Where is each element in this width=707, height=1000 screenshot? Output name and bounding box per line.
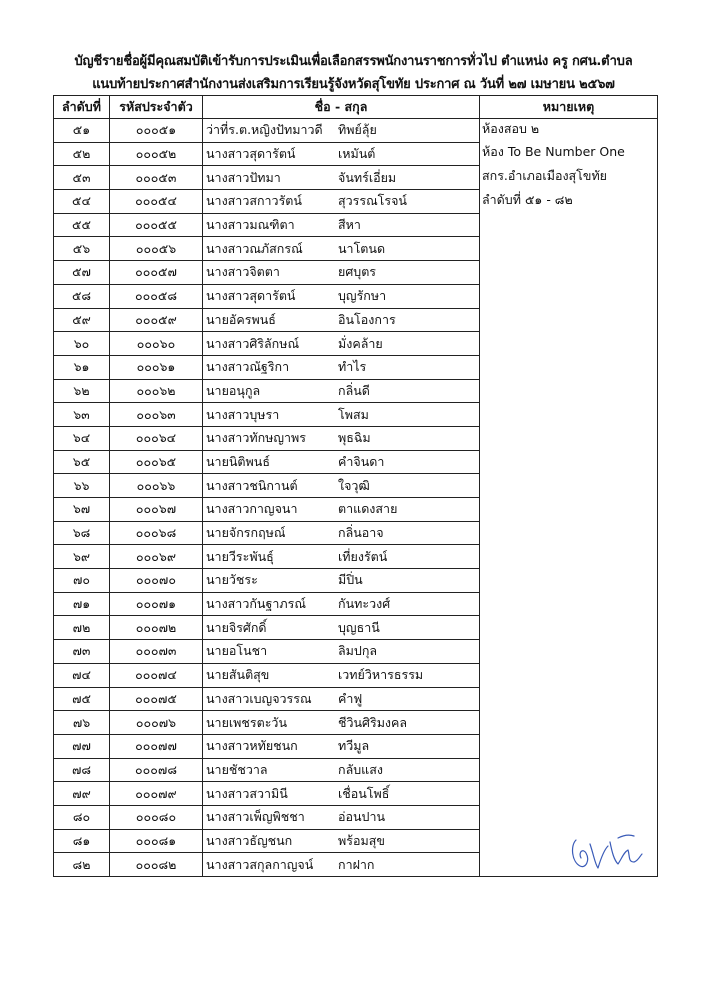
row-full-name — [203, 403, 480, 427]
row-id-code: ๐๐๐๖๕ — [110, 450, 203, 474]
row-remark — [480, 284, 658, 308]
row-id-code: ๐๐๐๗๙ — [110, 782, 203, 806]
row-first-name: นายชัชวาล — [206, 761, 268, 777]
row-first-name: นายอโนชา — [206, 643, 268, 659]
table-row — [54, 805, 658, 829]
row-last-name: กันทะวงศ์ — [338, 596, 391, 612]
row-first-name: นางสาวทักษญาพร — [206, 430, 307, 446]
row-first-name: นางสาวสกาวรัตน์ — [206, 193, 302, 209]
row-remark — [480, 640, 658, 664]
row-id-code: ๐๐๐๕๗ — [110, 261, 203, 285]
row-last-name: โพสม — [338, 406, 369, 422]
row-remark — [480, 403, 658, 427]
row-id-code: ๐๐๐๖๖ — [110, 474, 203, 498]
row-full-name — [203, 379, 480, 403]
row-full-name — [203, 711, 480, 735]
row-remark — [480, 332, 658, 356]
document-subtitle: แนบท้ายประกาศสำนักงานส่งเสริมการเรียนรู้จังหวัดสุโขทัย ประกาศ ณ วันที่ ๒๗ เมษายน ๒๕๖๗ — [92, 77, 615, 92]
table-row — [54, 142, 658, 166]
row-first-name: นายวีระพันธุ์ — [206, 548, 274, 564]
table-row — [54, 119, 658, 143]
row-full-name — [203, 687, 480, 711]
row-last-name: กลิ่นดี — [338, 382, 370, 398]
row-last-name: ยศบุตร — [338, 264, 377, 280]
row-id-code: ๐๐๐๖๔ — [110, 426, 203, 450]
row-first-name: นางสาวกาญจนา — [206, 501, 298, 517]
row-order-number: ๗๗ — [54, 734, 110, 758]
row-remark — [480, 734, 658, 758]
row-remark — [480, 308, 658, 332]
row-remark — [480, 569, 658, 593]
column-header-name: ชื่อ - สกุล — [203, 96, 480, 119]
row-last-name: บุญรักษา — [338, 288, 387, 304]
row-order-number: ๖๐ — [54, 332, 110, 356]
row-first-name: นายเพชรตะวัน — [206, 714, 287, 730]
row-order-number: ๖๔ — [54, 426, 110, 450]
row-last-name: ลิมปกุล — [338, 643, 378, 659]
row-remark — [480, 545, 658, 569]
row-id-code: ๐๐๐๗๔ — [110, 663, 203, 687]
row-full-name — [203, 758, 480, 782]
row-remark — [480, 521, 658, 545]
table-row — [54, 379, 658, 403]
table-row — [54, 545, 658, 569]
row-last-name: อินโองการ — [338, 311, 396, 327]
row-full-name — [203, 237, 480, 261]
table-row — [54, 687, 658, 711]
row-remark: สกร.อำเภอเมืองสุโขทัย — [480, 166, 658, 190]
row-remark — [480, 663, 658, 687]
row-first-name: นายสันติสุข — [206, 667, 270, 683]
row-order-number: ๗๕ — [54, 687, 110, 711]
table-row — [54, 237, 658, 261]
row-remark — [480, 782, 658, 806]
row-id-code: ๐๐๐๕๖ — [110, 237, 203, 261]
row-remark — [480, 450, 658, 474]
table-row — [54, 521, 658, 545]
row-first-name: นางสาวเบญจวรรณ — [206, 690, 312, 706]
row-first-name: นางสาวจิตตา — [206, 264, 280, 280]
table-row — [54, 853, 658, 877]
row-order-number: ๕๖ — [54, 237, 110, 261]
row-id-code: ๐๐๐๕๕ — [110, 213, 203, 237]
row-full-name — [203, 261, 480, 285]
row-order-number: ๖๑ — [54, 355, 110, 379]
row-remark: ห้อง To Be Number One — [480, 142, 658, 166]
row-full-name — [203, 616, 480, 640]
row-order-number: ๖๘ — [54, 521, 110, 545]
table-row — [54, 403, 658, 427]
row-remark — [480, 379, 658, 403]
row-first-name: นางสาวณภัสกรณ์ — [206, 240, 303, 256]
row-order-number: ๕๗ — [54, 261, 110, 285]
row-full-name — [203, 474, 480, 498]
table-row — [54, 616, 658, 640]
row-last-name: จันทร์เอี่ยม — [338, 169, 397, 185]
row-order-number: ๗๘ — [54, 758, 110, 782]
row-remark: ห้องสอบ ๒ — [480, 119, 658, 143]
row-id-code: ๐๐๐๕๓ — [110, 166, 203, 190]
row-first-name: นางสาวกันฐาภรณ์ — [206, 596, 306, 612]
row-first-name: นายอัครพนธ์ — [206, 311, 276, 327]
row-last-name: นาโตนด — [338, 240, 386, 256]
row-id-code: ๐๐๐๗๖ — [110, 711, 203, 735]
row-id-code: ๐๐๐๖๙ — [110, 545, 203, 569]
row-order-number: ๘๒ — [54, 853, 110, 877]
row-first-name: นางสาวหทัยชนก — [206, 738, 298, 754]
row-order-number: ๖๒ — [54, 379, 110, 403]
row-last-name: เที่ยงรัตน์ — [338, 548, 388, 564]
row-full-name — [203, 332, 480, 356]
row-order-number: ๖๓ — [54, 403, 110, 427]
row-order-number: ๕๒ — [54, 142, 110, 166]
column-header-id: รหัสประจำตัว — [110, 96, 203, 119]
row-id-code: ๐๐๐๘๒ — [110, 853, 203, 877]
row-id-code: ๐๐๐๗๕ — [110, 687, 203, 711]
row-last-name: กลับแสง — [338, 761, 383, 777]
row-first-name: นายจิรศักดิ์ — [206, 619, 267, 635]
row-order-number: ๗๖ — [54, 711, 110, 735]
row-order-number: ๗๔ — [54, 663, 110, 687]
table-row — [54, 758, 658, 782]
row-remark — [480, 237, 658, 261]
row-last-name: กลิ่นอาจ — [338, 525, 384, 541]
row-full-name — [203, 782, 480, 806]
row-last-name: ทิพย์ลุ้ย — [338, 122, 377, 138]
row-last-name: บุญธานี — [338, 619, 380, 635]
row-last-name: พุธฉิม — [338, 430, 371, 446]
row-remark — [480, 616, 658, 640]
row-remark — [480, 261, 658, 285]
row-id-code: ๐๐๐๗๑ — [110, 592, 203, 616]
row-last-name: คำจินดา — [338, 453, 385, 469]
row-first-name: นายอนุกูล — [206, 382, 261, 398]
row-id-code: ๐๐๐๕๒ — [110, 142, 203, 166]
row-id-code: ๐๐๐๘๑ — [110, 829, 203, 853]
row-remark — [480, 805, 658, 829]
row-full-name — [203, 498, 480, 522]
row-order-number: ๕๔ — [54, 190, 110, 214]
row-last-name: เหมันต์ — [338, 146, 376, 162]
row-first-name: นายวัชระ — [206, 572, 258, 588]
row-full-name — [203, 308, 480, 332]
row-remark: ลำดับที่ ๕๑ - ๘๒ — [480, 190, 658, 214]
row-id-code: ๐๐๐๖๑ — [110, 355, 203, 379]
row-order-number: ๗๒ — [54, 616, 110, 640]
row-order-number: ๖๗ — [54, 498, 110, 522]
row-id-code: ๐๐๐๕๔ — [110, 190, 203, 214]
row-full-name — [203, 426, 480, 450]
column-header-remark: หมายเหตุ — [480, 96, 658, 119]
row-id-code: ๐๐๐๕๘ — [110, 284, 203, 308]
row-first-name: นางสาวปัทมา — [206, 169, 281, 185]
row-first-name: นางสาวมณฑิตา — [206, 217, 295, 233]
table-row — [54, 261, 658, 285]
table-row — [54, 332, 658, 356]
row-id-code: ๐๐๐๗๓ — [110, 640, 203, 664]
table-row — [54, 284, 658, 308]
row-id-code: ๐๐๐๗๗ — [110, 734, 203, 758]
row-full-name — [203, 142, 480, 166]
row-full-name — [203, 166, 480, 190]
row-last-name: ชีวินศิริมงคล — [338, 714, 408, 730]
table-row — [54, 355, 658, 379]
row-id-code: ๐๐๐๗๘ — [110, 758, 203, 782]
row-last-name: มีปิ่น — [338, 572, 363, 588]
row-remark — [480, 687, 658, 711]
row-order-number: ๘๑ — [54, 829, 110, 853]
row-order-number: ๕๘ — [54, 284, 110, 308]
table-row — [54, 308, 658, 332]
row-full-name — [203, 853, 480, 877]
row-full-name — [203, 119, 480, 143]
row-first-name: นางสาวศิริลักษณ์ — [206, 335, 300, 351]
row-last-name: สุวรรณโรจน์ — [338, 193, 407, 209]
row-first-name: นางสาวสกุลกาญจน์ — [206, 856, 314, 872]
row-full-name — [203, 592, 480, 616]
row-full-name — [203, 663, 480, 687]
table-row — [54, 711, 658, 735]
row-id-code: ๐๐๐๕๙ — [110, 308, 203, 332]
row-order-number: ๖๙ — [54, 545, 110, 569]
row-first-name: นางสาวบุษรา — [206, 406, 280, 422]
row-last-name: คำฟู — [338, 690, 363, 706]
row-full-name — [203, 213, 480, 237]
table-row — [54, 734, 658, 758]
row-order-number: ๗๓ — [54, 640, 110, 664]
table-row — [54, 782, 658, 806]
row-last-name: ทำไร — [338, 359, 367, 375]
table-row — [54, 592, 658, 616]
table-row — [54, 213, 658, 237]
row-full-name — [203, 805, 480, 829]
row-full-name — [203, 521, 480, 545]
row-remark — [480, 426, 658, 450]
table-row — [54, 498, 658, 522]
row-order-number: ๗๑ — [54, 592, 110, 616]
row-first-name: นางสาวสวามินี — [206, 785, 288, 801]
column-header-order: ลำดับที่ — [54, 96, 110, 119]
row-order-number: ๕๕ — [54, 213, 110, 237]
row-first-name: นางสาวณัฐริกา — [206, 359, 290, 375]
row-full-name — [203, 640, 480, 664]
row-remark — [480, 711, 658, 735]
table-row — [54, 426, 658, 450]
row-first-name: นางสาวสุดารัตน์ — [206, 146, 296, 162]
row-order-number: ๖๖ — [54, 474, 110, 498]
table-row — [54, 474, 658, 498]
row-first-name: นางสาวสุดารัตน์ — [206, 288, 296, 304]
row-last-name: ตาแดงสาย — [338, 501, 398, 517]
row-first-name: นายนิติพนธ์ — [206, 453, 270, 469]
row-id-code: ๐๐๐๖๗ — [110, 498, 203, 522]
row-full-name — [203, 829, 480, 853]
row-order-number: ๖๕ — [54, 450, 110, 474]
table-row — [54, 569, 658, 593]
row-id-code: ๐๐๐๕๑ — [110, 119, 203, 143]
table-header-row — [54, 96, 658, 119]
row-remark — [480, 213, 658, 237]
row-id-code: ๐๐๐๖๘ — [110, 521, 203, 545]
signature — [568, 828, 648, 873]
row-remark — [480, 758, 658, 782]
row-order-number: ๕๑ — [54, 119, 110, 143]
row-id-code: ๐๐๐๗๐ — [110, 569, 203, 593]
row-full-name — [203, 450, 480, 474]
document-title: บัญชีรายชื่อผู้มีคุณสมบัติเข้ารับการประเมินเพื่อเลือกสรรพนักงานราชการทั่วไป ตำแหน่ง ครู กศน.ตำบล — [74, 54, 633, 69]
row-last-name: เวทย์วิหารธรรม — [338, 667, 424, 683]
row-last-name: เชื่อนโพธิ์ — [338, 785, 390, 801]
row-order-number: ๗๐ — [54, 569, 110, 593]
row-id-code: ๐๐๐๘๐ — [110, 805, 203, 829]
row-last-name: อ่อนปาน — [338, 809, 386, 825]
row-order-number: ๕๙ — [54, 308, 110, 332]
row-full-name — [203, 569, 480, 593]
row-first-name: นายจักรกฤษณ์ — [206, 525, 286, 541]
table-row — [54, 640, 658, 664]
row-id-code: ๐๐๐๗๒ — [110, 616, 203, 640]
table-row — [54, 663, 658, 687]
row-full-name — [203, 190, 480, 214]
row-last-name: ทวีมูล — [338, 738, 370, 754]
row-order-number: ๗๙ — [54, 782, 110, 806]
row-last-name: สีหา — [338, 217, 361, 233]
row-id-code: ๐๐๐๖๓ — [110, 403, 203, 427]
row-remark — [480, 498, 658, 522]
row-full-name — [203, 545, 480, 569]
row-full-name — [203, 355, 480, 379]
row-order-number: ๘๐ — [54, 805, 110, 829]
row-id-code: ๐๐๐๖๐ — [110, 332, 203, 356]
row-last-name: กาฝาก — [338, 856, 375, 872]
row-last-name: ใจวุฒิ — [338, 477, 370, 493]
row-full-name — [203, 734, 480, 758]
applicant-table — [53, 95, 658, 877]
row-last-name: พร้อมสุข — [338, 832, 385, 848]
row-remark — [480, 474, 658, 498]
table-row — [54, 166, 658, 190]
table-row — [54, 829, 658, 853]
row-first-name: ว่าที่ร.ต.หญิงปัทมาวดี — [206, 122, 323, 138]
row-full-name — [203, 284, 480, 308]
row-order-number: ๕๓ — [54, 166, 110, 190]
row-first-name: นางสาวเพ็ญพิชชา — [206, 809, 305, 825]
table-row — [54, 450, 658, 474]
row-first-name: นางสาวชนิกานต์ — [206, 477, 298, 493]
row-remark — [480, 355, 658, 379]
table-row — [54, 190, 658, 214]
row-first-name: นางสาวธัญชนก — [206, 832, 293, 848]
row-last-name: มั่งคล้าย — [338, 335, 383, 351]
row-id-code: ๐๐๐๖๒ — [110, 379, 203, 403]
row-remark — [480, 592, 658, 616]
